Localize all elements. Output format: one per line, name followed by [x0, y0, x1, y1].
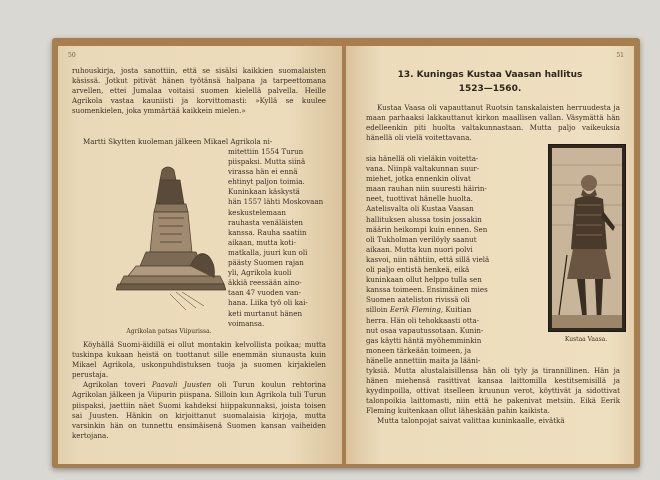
wrap-line — [228, 228, 326, 238]
left-lower-text — [72, 340, 326, 441]
line-segment: neet, tuottivat hänelle huolta. — [366, 194, 473, 204]
wrap-line — [228, 278, 326, 288]
right-page-number: 51 — [616, 52, 624, 59]
line-segment: voimansa. — [228, 318, 265, 328]
line-segment: virassa hän ei ennä — [228, 167, 298, 177]
line-segment: herra. Hän oli tehokkaasti otta- — [366, 315, 480, 325]
line-segment: kanssa toimeen. Ensimäinen mies — [366, 285, 488, 295]
wrap-line — [366, 295, 516, 305]
right-last-line: Mutta talonpojat saivat valittaa kuninkaalle, eivätkä — [377, 416, 565, 426]
line-segment: Kuninkaan käskystä — [228, 187, 300, 197]
left-paragraph-2: Köyhällä Suomi-äidillä ei ollut montakin kelvollista poikaa; mutta tuskinpa kukaan heistä on tuottanut sille enemmän siunausta kuin Mikael Agrikola, uskonpuhdistuksen tuoja ja suomen kirjakielen perustaja. — [72, 340, 326, 380]
wrap-line — [366, 194, 516, 204]
wrap-line — [366, 245, 516, 255]
wrap-line — [228, 319, 326, 329]
wrap-line — [228, 218, 326, 228]
wrap-line — [228, 309, 326, 319]
line-segment: taan 47 vuoden van- — [228, 288, 302, 298]
statue-caption: Agrikolan patsas Viipurissa. — [126, 328, 212, 335]
right-bottom-paragraph: tyksiä. Mutta alustalaisillensa hän oli tyly ja tirannillinen. Hän ja hänen miehensä rasittivat kansaa laittomilla kestitsemisillä ja kyydinpoilla, ottivat itselleen kruunun verot, köyttivät ja sidottivat talonpoikia laittomasti, niin että he pakenivat metsiin. Eikä Eerik Fleming kuitenkaan ollut läheskään pahin kaikista. — [366, 366, 620, 416]
wrap-line — [366, 316, 516, 326]
wrap-line — [366, 356, 516, 366]
left-wrap-first — [72, 137, 326, 147]
wrap-line — [366, 204, 516, 214]
line-segment: rauhasta venäläisten — [228, 217, 303, 227]
wrap-line — [366, 225, 516, 235]
wrap-line — [366, 265, 516, 275]
wrap-line — [366, 305, 516, 315]
line-segment: hallituksen alussa tosin jossakin — [366, 214, 482, 224]
agrikola-statue-figure — [116, 156, 226, 326]
wrap-line — [366, 154, 516, 164]
wrap-line — [228, 147, 326, 157]
line-segment: äkkiä reessään aino- — [228, 278, 302, 288]
line-segment: moneen tärkeään toimeen, ja — [366, 345, 472, 355]
wrap-line — [366, 184, 516, 194]
line-segment: yli, Agrikola kuoli — [228, 268, 292, 278]
wrap-line — [228, 258, 326, 268]
line-segment: , Kuitian — [440, 305, 472, 315]
open-book — [52, 38, 640, 468]
line-segment: keti murtanut hänen — [228, 308, 303, 318]
left-intro-paragraph: ruhouskirja, josta sanottiin, että se sisälsi kaikkien suomalaisten käsissä. Jotkut pitivät hänen työtänsä halpana ja tarpeettomana arvellen, ettei Jumalaa voitaisi suomen kielellä palvella. Heille Agrikola vastaa kauniisti ja korvittomasti: »Kyllä se kuulee suomenkielen, joka ymmärtää kaikkein mielen.» — [72, 66, 326, 116]
line-segment: päästy Suomen rajan — [228, 258, 304, 268]
kustaa-vaasa-portrait — [548, 144, 626, 332]
wrap-line — [366, 215, 516, 225]
portrait-illustration — [549, 145, 625, 331]
wrap-line — [228, 177, 326, 187]
wrap-line — [228, 288, 326, 298]
line-segment: sia hänellä oli vieläkin voitetta- — [366, 154, 479, 163]
wrap-line — [366, 285, 516, 295]
line-segment: hana. Liika työ oli kai- — [228, 298, 308, 308]
line-segment: Aatelisvalta oli Kustaa Vaasan — [366, 204, 474, 214]
right-top-text — [366, 103, 620, 143]
statue-illustration — [116, 156, 226, 326]
italic-name: Eerik Fleming — [389, 305, 441, 315]
line-segment: matkalla, juuri kun oli — [228, 247, 308, 257]
wrap-line — [366, 346, 516, 356]
line-segment: vana. Niinpä valtakunnan suur- — [366, 164, 480, 174]
wrap-line — [228, 157, 326, 167]
left-paragraph-3 — [72, 380, 326, 441]
line-segment: maan rauhan niin suuresti häirin- — [366, 184, 487, 194]
line-segment: nut osaa vapautussotaan. Kunin- — [366, 325, 484, 335]
line-segment: hänelle annettiin maita ja lääni- — [366, 355, 481, 365]
left-page-number: 50 — [68, 52, 76, 59]
para3-before: Agrikolan toveri — [83, 380, 152, 390]
line-segment: määrin heikompi kuin ennen. Sen — [366, 224, 488, 234]
chapter-title: 13. Kuningas Kustaa Vaasan hallitus — [397, 70, 583, 80]
right-bottom-text — [366, 366, 620, 427]
line-segment: ehtinyt paljon toimia. — [228, 177, 305, 187]
line-segment: aikaan, mutta koti- — [228, 237, 296, 247]
para3-after: oli Turun koulun rehtorina Agrikolan jälkeen ja Viipurin piispana. Silloin kun Agrikola tuli Turun piispaksi, jaettiin näet Suomi kahdeksi hiippakunnaksi, joista toisen sai Juusten. Hänkin on kirjoittanut suomalaisia kirjoja, mutta varsinkin hän on tunnettu ensimäisenä Suomen kansan vaiheiden kertojana. — [72, 380, 326, 440]
line-segment: oli Tukholman verilöyly saanut — [366, 234, 477, 244]
line-segment: kuninkaan ollut helppo tulla sen — [366, 275, 482, 285]
wrap-line — [366, 174, 516, 184]
wrap-line — [366, 275, 516, 285]
left-wrapped-text — [228, 147, 326, 329]
wrap-line — [228, 268, 326, 278]
wrap-line — [366, 235, 516, 245]
line-segment: keskustelemaan — [228, 207, 286, 217]
wrap-line — [228, 197, 326, 207]
juusten-name: Paavali Juusten — [151, 380, 212, 390]
line-segment: oli paljo entistä henkeä, eikä — [366, 265, 470, 275]
wrap-line — [366, 326, 516, 336]
wrap-line — [228, 298, 326, 308]
wrap-line — [228, 208, 326, 218]
right-page — [346, 46, 634, 464]
line-segment: silloin — [366, 305, 390, 315]
line-segment: aikaan. Mutta kun nuori polvi — [366, 244, 473, 254]
left-intro — [72, 66, 326, 116]
wrap-line — [366, 255, 516, 265]
wrap-line — [228, 238, 326, 248]
line-segment: gas käytti häntä myöhemminkin — [366, 335, 482, 345]
line-segment: kasvoi, niin nähtiin, että sillä vielä — [366, 254, 490, 264]
line-segment: hän 1557 lähti Moskovaan — [228, 197, 324, 207]
wrap-line — [366, 336, 516, 346]
left-page — [58, 46, 342, 464]
line-segment: piispaksi. Mutta siinä — [228, 157, 306, 167]
right-wrapped-text — [366, 154, 516, 366]
right-top-paragraph: Kustaa Vaasa oli vapauttanut Ruotsin tanskalaisten herruudesta ja maan parhaaksi lakkauttanut kirkon maallisen vallan. Väsymättä hän edelleenkin piti huolta valtakunnastaan. Mutta paljo vaikeuksia hänellä oli vielä voitettavana. — [366, 103, 620, 143]
wrap-line — [228, 167, 326, 177]
chapter-years: 1523—1560. — [458, 84, 522, 94]
line-segment: kanssa. Rauha saatiin — [228, 227, 307, 237]
line-segment: mitettiin 1554 Turun — [228, 147, 304, 156]
left-wrap-line: Martti Skytten kuoleman jälkeen Mikael Agrikola ni- — [83, 137, 273, 146]
line-segment: Suomen aateliston rivissä oli — [366, 295, 470, 305]
wrap-line — [228, 248, 326, 258]
line-segment: miehet, jotka ennenkin olivat — [366, 174, 471, 184]
wrap-line — [228, 187, 326, 197]
wrap-line — [366, 164, 516, 174]
portrait-caption: Kustaa Vaasa. — [564, 336, 608, 343]
